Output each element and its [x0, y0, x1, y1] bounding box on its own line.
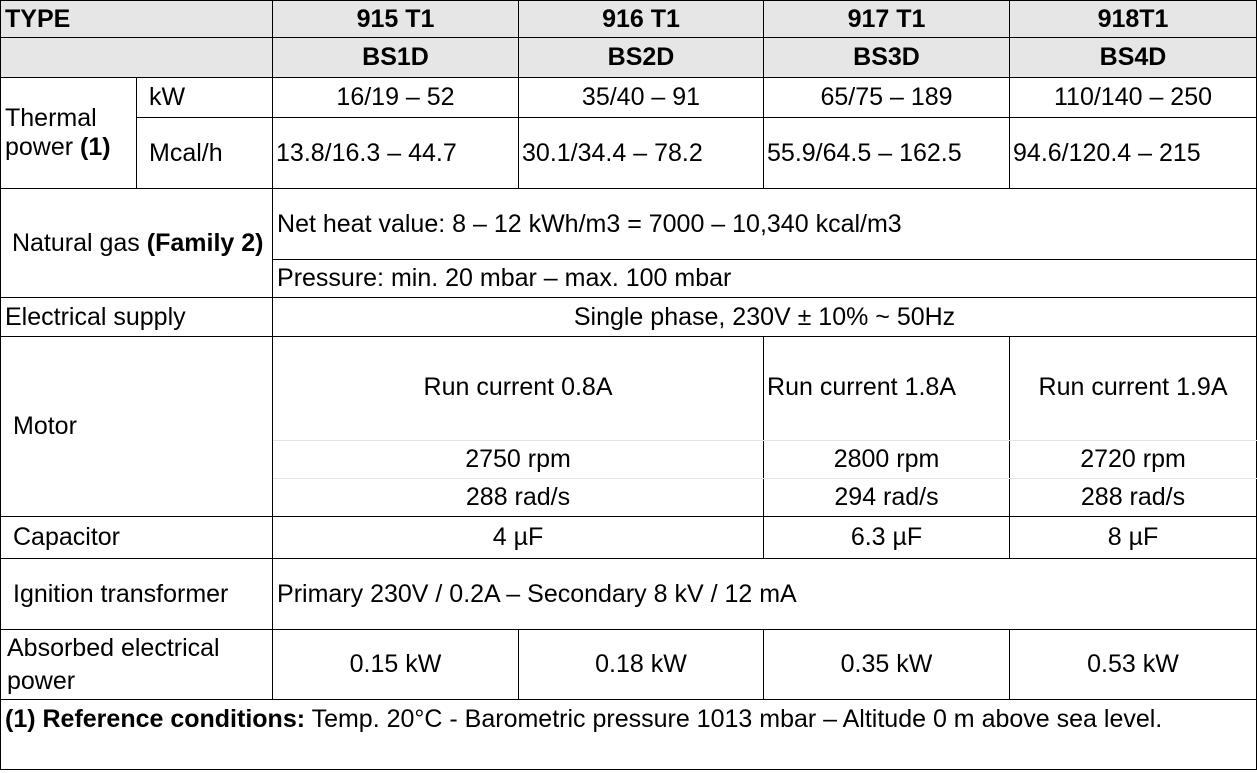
natural-gas-label	[1, 189, 273, 298]
absorbed-power-value: 0.53 kW	[1010, 630, 1257, 700]
footnote	[1, 700, 1257, 770]
absorbed-power-value: 0.18 kW	[519, 630, 764, 700]
code-header: BS3D	[764, 38, 1010, 78]
footnote-row	[1, 700, 1257, 770]
thermal-power-label	[1, 78, 137, 189]
mcal-value: 30.1/34.4 – 78.2	[519, 118, 764, 189]
electrical-supply-value: Single phase, 230V ± 10% ~ 50Hz	[273, 298, 1257, 337]
mcal-value: 13.8/16.3 – 44.7	[273, 118, 519, 189]
electrical-supply-label: Electrical supply	[1, 298, 273, 337]
kw-value: 110/140 – 250	[1010, 78, 1257, 118]
absorbed-power-label: Absorbed electrical power	[1, 630, 273, 700]
absorbed-power-value: 0.35 kW	[764, 630, 1010, 700]
kw-value: 35/40 – 91	[519, 78, 764, 118]
code-header: BS4D	[1010, 38, 1257, 78]
net-heat-value: Net heat value: 8 – 12 kWh/m3 = 7000 – 10,340 kcal/m3	[273, 189, 1257, 260]
capacitor-value: 4 µF	[273, 517, 764, 559]
electrical-supply-row	[1, 298, 1257, 337]
gas-family: (Family 2)	[146, 228, 264, 257]
run-current: Run current 0.8A	[273, 337, 764, 441]
type-header: TYPE	[1, 1, 273, 38]
unit-kw: kW	[137, 78, 273, 118]
model-header: 917 T1	[764, 1, 1010, 38]
capacitor-value: 6.3 µF	[764, 517, 1010, 559]
motor-rpm: 2800 rpm	[764, 441, 1010, 479]
thermal-power-mcal-row	[1, 118, 1257, 189]
motor-label: Motor	[1, 337, 273, 517]
natural-gas-text: Natural gas	[11, 228, 140, 257]
model-header: 915 T1	[273, 1, 519, 38]
header-row-models	[1, 1, 1257, 38]
motor-rad: 288 rad/s	[1010, 479, 1257, 517]
mcal-value: 94.6/120.4 – 215	[1010, 118, 1257, 189]
absorbed-power-row	[1, 630, 1257, 700]
ignition-row	[1, 559, 1257, 630]
capacitor-row	[1, 517, 1257, 559]
capacitor-label: Capacitor	[1, 517, 273, 559]
absorbed-power-value: 0.15 kW	[273, 630, 519, 700]
code-header: BS2D	[519, 38, 764, 78]
motor-rpm: 2750 rpm	[273, 441, 764, 479]
footnote-label: (1) Reference conditions:	[5, 705, 306, 733]
code-header: BS1D	[273, 38, 519, 78]
motor-rpm: 2720 rpm	[1010, 441, 1257, 479]
thermal-power-text: Thermal power	[5, 104, 97, 161]
thermal-power-kw-row	[1, 78, 1257, 118]
motor-rad: 288 rad/s	[273, 479, 764, 517]
motor-rad: 294 rad/s	[764, 479, 1010, 517]
run-current: Run current 1.8A	[764, 337, 1010, 441]
footnote-text: Temp. 20°C - Barometric pressure 1013 mbar – Altitude 0 m above sea level.	[311, 705, 1163, 733]
model-header: 918T1	[1010, 1, 1257, 38]
gas-pressure: Pressure: min. 20 mbar – max. 100 mbar	[273, 260, 1257, 298]
footnote-ref: (1)	[80, 133, 111, 161]
mcal-value: 55.9/64.5 – 162.5	[764, 118, 1010, 189]
natural-gas-heat-row	[1, 189, 1257, 260]
ignition-label: Ignition transformer	[1, 559, 273, 630]
header-row-codes	[1, 38, 1257, 78]
empty-header-cell	[1, 38, 273, 78]
capacitor-value: 8 µF	[1010, 517, 1257, 559]
motor-current-row	[1, 337, 1257, 441]
ignition-value: Primary 230V / 0.2A – Secondary 8 kV / 12 mA	[273, 559, 1257, 630]
run-current: Run current 1.9A	[1010, 337, 1257, 441]
kw-value: 65/75 – 189	[764, 78, 1010, 118]
unit-mcal: Mcal/h	[137, 118, 273, 189]
kw-value: 16/19 – 52	[273, 78, 519, 118]
model-header: 916 T1	[519, 1, 764, 38]
